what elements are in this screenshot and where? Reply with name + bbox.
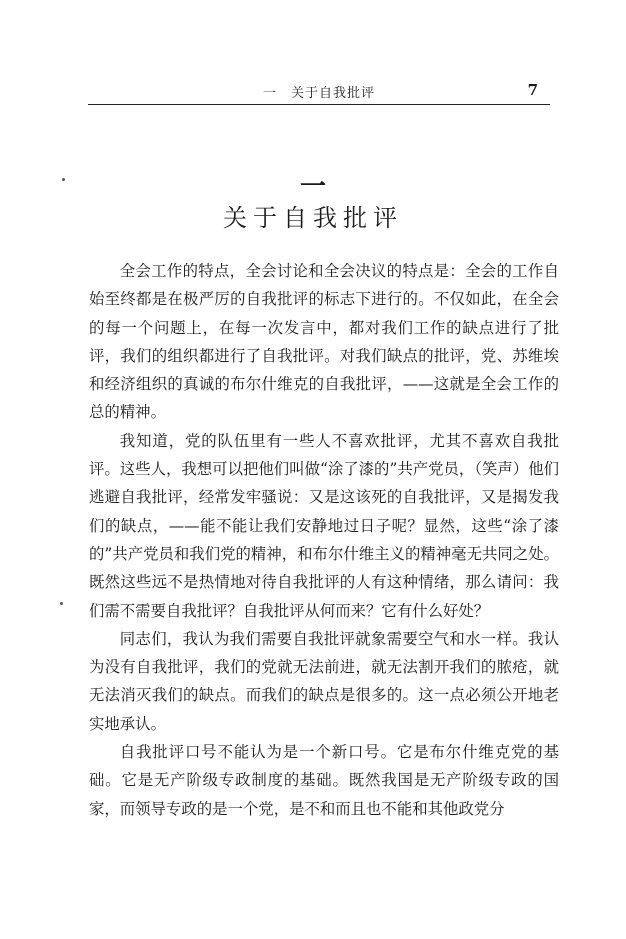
chapter-title: 关于自我批评 <box>223 204 403 232</box>
chapter-number: 一 <box>299 172 326 202</box>
running-head: 一 关于自我批评 <box>263 86 376 101</box>
paragraph-3: 同志们，我认为我们需要自我批评就象需要空气和水一样。我认为没有自我批评，我们的党就无法前进，就无法割开我们的脓疮，就无法消灭我们的缺点。而我们的缺点是很多的。这一点必须公开地老实地承认。 <box>89 629 559 733</box>
paragraph-2: 我知道，党的队伍里有一些人不喜欢批评，尤其不喜欢自我批评。这些人，我想可以把他们叫做“涂了漆的”共产党员，（笑声）他们逃避自我批评，经常发牢骚说：又是这该死的自我批评，又是揭发我们的缺点，——能不能让我们安静地过日子呢？显然，这些“涂了漆的”共产党员和我们党的精神，和布尔什维主义的精神毫无共同之处。既然这些远不是热情地对待自我批评的人有这种情绪，那么请问：我们需不需要自我批评？自我批评从何而来？它有什么好处？ <box>89 431 559 620</box>
header-rule <box>88 104 550 105</box>
page-header <box>88 82 548 102</box>
paragraph-1: 全会工作的特点，全会讨论和全会决议的特点是：全会的工作自始至终都是在极严厉的自我批评的标志下进行的。不仅如此，在全会的每一个问题上，在每一次发言中，都对我们工作的缺点进行了批评，我们的组织都进行了自我批评。对我们缺点的批评，党、苏维埃和经济组织的真诚的布尔什维克的自我批评，——这就是全会工作的总的精神。 <box>89 262 559 422</box>
body-text <box>89 257 559 823</box>
page-number: 7 <box>527 81 538 99</box>
scan-speck <box>62 178 65 181</box>
paragraph-4: 自我批评口号不能认为是一个新口号。它是布尔什维克党的基础。它是无产阶级专政制度的基础。既然我国是无产阶级专政的国家，而领导专政的是一个党，是不和而且也不能和其他政党分 <box>89 743 559 818</box>
scan-speck <box>60 602 63 605</box>
